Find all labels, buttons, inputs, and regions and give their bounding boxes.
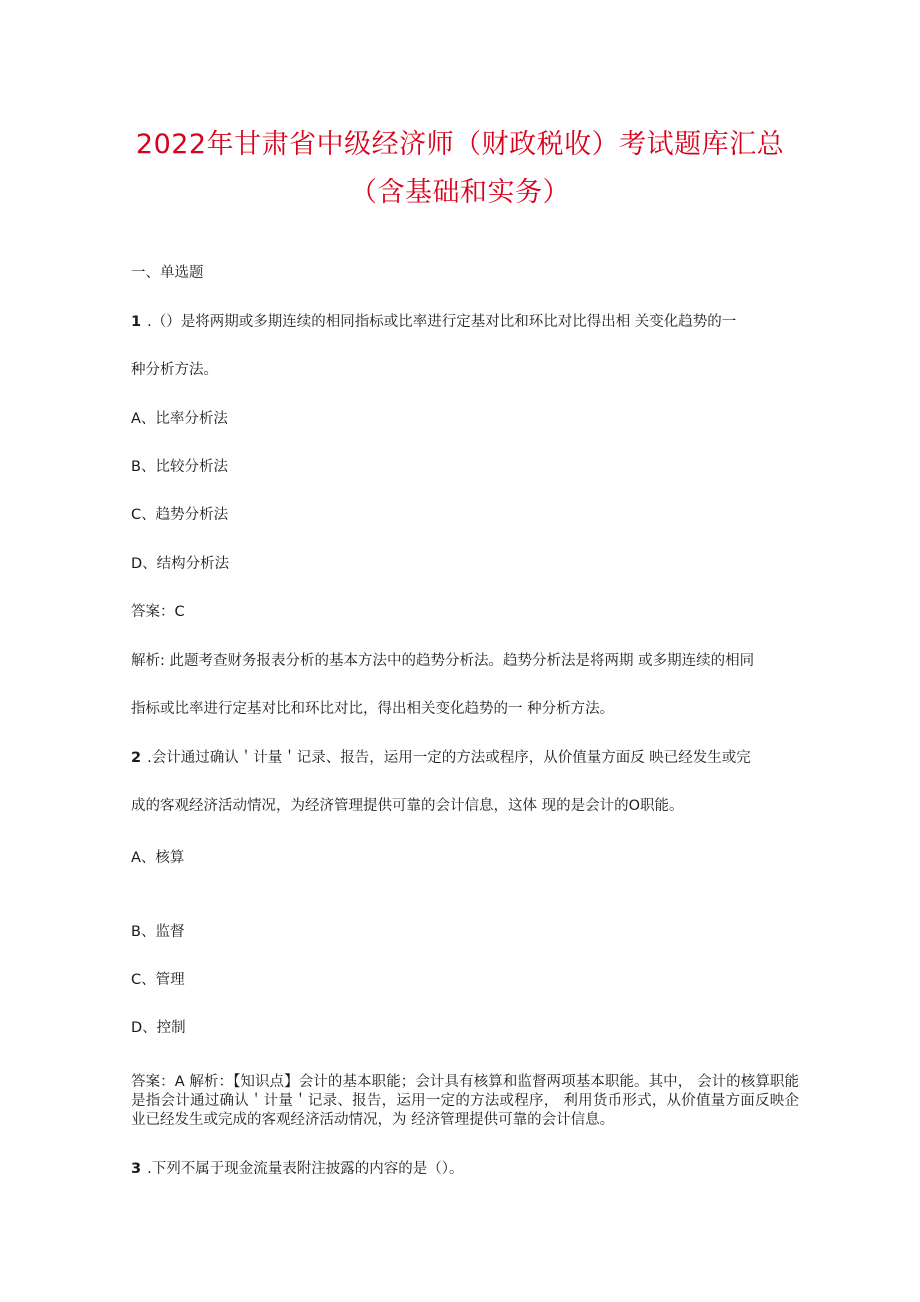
question-1-number: 1 bbox=[131, 314, 142, 330]
question-2-number: 2 bbox=[131, 750, 142, 766]
question-1-answer: 答案：C bbox=[131, 604, 185, 620]
option-letter: D bbox=[131, 1020, 143, 1036]
question-1-option-c bbox=[131, 503, 228, 524]
question-1-analysis-line1: 解析: 此题考查财务报表分析的基本方法中的趋势分析法。趋势分析法是将两期 或多期连续的相同 bbox=[131, 653, 755, 669]
question-1-analysis-line2: 指标或比率进行定基对比和环比对比，得出相关变化趋势的一 种分析方法。 bbox=[131, 701, 615, 717]
question-2-stem-text: .会计通过确认＇计量＇记录、报告，运用一定的方法或程序，从价值量方面反 映已经发生或完 bbox=[147, 750, 751, 766]
question-1-option-b bbox=[131, 455, 228, 476]
option-text: 、比率分析法 bbox=[140, 411, 228, 427]
question-2-option-b bbox=[131, 920, 184, 941]
question-3-stem-text: .下列不属于现金流量表附注披露的内容的是（）。 bbox=[147, 1161, 464, 1177]
question-3-number: 3 bbox=[131, 1161, 142, 1177]
question-2-stem-line2: 成的客观经济活动情况，为经济管理提供可靠的会计信息，这体 现的是会计的O职能。 bbox=[131, 798, 684, 814]
option-letter: B bbox=[131, 459, 141, 475]
document-title-line2: （含基础和实务） bbox=[350, 177, 570, 208]
question-1-option-a bbox=[131, 407, 228, 428]
option-text: 、控制 bbox=[142, 1020, 186, 1036]
question-2-option-a bbox=[131, 846, 184, 867]
option-letter: A bbox=[131, 411, 141, 427]
question-1-option-d bbox=[131, 552, 229, 573]
question-2-option-d bbox=[131, 1016, 186, 1037]
option-text: 、管理 bbox=[141, 972, 185, 988]
option-text: 、监督 bbox=[140, 924, 185, 940]
option-letter: C bbox=[131, 507, 142, 523]
question-3-stem-line1 bbox=[131, 1157, 463, 1178]
document-title-line1: 2022年甘肃省中级经济师（财政税收）考试题库汇总 bbox=[135, 129, 785, 160]
question-2-answer-analysis: 答案：A 解析：【知识点】会计的基本职能；会计具有核算和监督两项基本职能。其中， 会计的核算职能是指会计通过确认＇计量＇记录、报告，运用一定的方法或程序， 利用货币形式，从价值量方面反映企业已经发生或完成的客观经济活动情况，为 经济管理提供可靠的会计信息。 bbox=[131, 1074, 799, 1128]
option-text: 、核算 bbox=[140, 850, 185, 866]
question-2-stem-line1 bbox=[131, 746, 751, 767]
option-letter: D bbox=[131, 556, 143, 572]
section-heading: 一、单选题 bbox=[131, 265, 204, 281]
option-letter: A bbox=[131, 850, 141, 866]
option-text: 、结构分析法 bbox=[142, 556, 230, 572]
question-2-option-c bbox=[131, 968, 185, 989]
question-1-stem-text: .（）是将两期或多期连续的相同指标或比率进行定基对比和环比对比得出相 关变化趋势的一 bbox=[147, 314, 737, 330]
option-text: 、趋势分析法 bbox=[141, 507, 229, 523]
option-text: 、比较分析法 bbox=[140, 459, 228, 475]
option-letter: B bbox=[131, 924, 141, 940]
question-1-stem-line2: 种分析方法。 bbox=[131, 362, 218, 378]
question-1-stem-line1 bbox=[131, 310, 736, 331]
option-letter: C bbox=[131, 972, 142, 988]
